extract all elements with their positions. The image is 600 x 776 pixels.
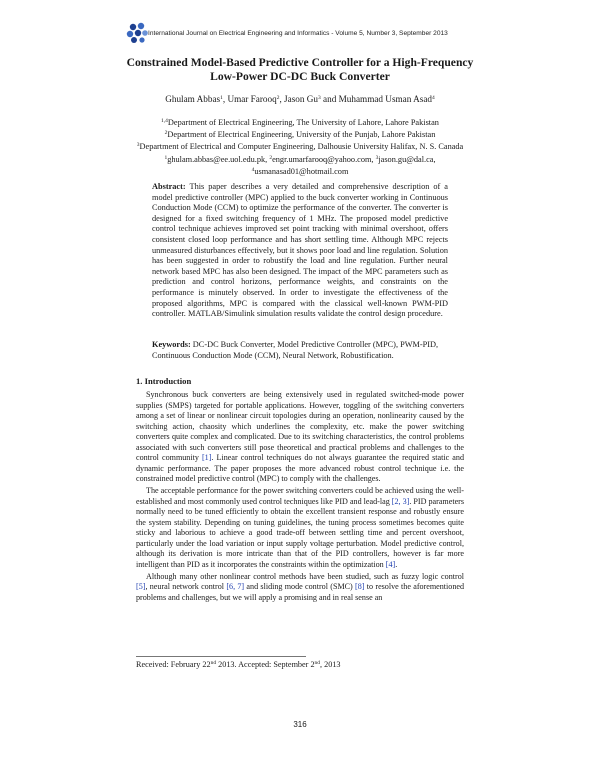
abstract-text: This paper describes a very detailed and comprehensive description of a model predictive controller (MPC) applied to the buck converter working in Continuous Conduction Mode (CCM) to optimize the performance of the converter. The converter is designed for a fixed switching frequency of 1 MHz. The proposed model predictive control technique achieves improved set point tracking with minimal overshoot, offers consistent closed loop performance and has short settling time. Although MPC rejects unmeasured disturbances effectively, but it shows poor load and line regulation. Solution has been suggested in order to robustify the load and line regulation. Further neural network based MPC has also been designed. The impact of the MPC parameters such as prediction and control horizons, performance weights, and constraints on the performance is minutely observed. In order to investigate the effectiveness of the proposed algorithms, MPC is compared with the classical well-known PWM-PID controller. MATLAB/Simulink simulation results validate the control design procedure. <box>152 182 448 319</box>
paragraph <box>136 390 464 485</box>
title-line-2: Low-Power DC-DC Buck Converter <box>210 70 390 83</box>
abstract-label: Abstract: <box>152 182 186 191</box>
affiliation-line <box>100 140 500 152</box>
paragraph-text: . Linear control techniques do not always guarantee the required static and dynamic performance. The paper proposes the more advanced robust control technique i.e. the constrained model predictive control (MPC) to comply with the challenges. <box>136 453 464 483</box>
section-body <box>136 390 464 605</box>
email-address[interactable]: usmanasad01@hotmail.com <box>254 166 349 176</box>
paragraph <box>136 486 464 570</box>
section-heading: 1. Introduction <box>136 376 192 386</box>
received-sup: nd <box>210 660 217 666</box>
affiliation-text: Department of Electrical Engineering, The University of Lahore, Lahore Pakistan <box>167 118 439 127</box>
email-address[interactable]: ghulam.abbas@ee.uol.edu.pk, <box>167 154 268 164</box>
email-line <box>100 153 500 165</box>
citation-link[interactable]: [2, 3] <box>391 496 410 506</box>
title-line-1: Constrained Model-Based Predictive Controller for a High-Frequency <box>126 56 474 69</box>
received-year: 2013. Accepted: September <box>216 660 309 669</box>
paragraph-text: , neural network control <box>145 582 225 591</box>
email-address[interactable]: engr.umarfarooq@yahoo.com, <box>272 154 374 164</box>
accepted-year: , 2013 <box>320 660 341 669</box>
journal-name: International Journal on Electrical Engineering and Informatics - Volume 5, Number 3, September 2013 <box>148 30 448 37</box>
affiliations <box>100 116 500 177</box>
email-sup: 2 <box>269 154 273 161</box>
keywords <box>152 340 448 361</box>
author-sup: 1 <box>220 95 223 101</box>
paragraph-text: and sliding mode control (SMC) <box>244 582 353 591</box>
affiliation-line <box>100 128 500 140</box>
keywords-label: Keywords: <box>152 340 191 349</box>
paragraph-text: Although many other nonlinear control methods have been studied, such as fuzzy logic control <box>146 571 464 581</box>
paragraph <box>136 572 464 604</box>
email-line <box>100 165 500 177</box>
citation-link[interactable]: [8] <box>355 582 365 591</box>
citation-link[interactable]: [6, 7] <box>226 582 245 591</box>
author-sup: 4 <box>432 95 435 101</box>
accepted-sup: nd <box>314 660 321 666</box>
email-address[interactable]: jason.gu@dal.ca, <box>378 154 436 164</box>
affiliation-text: Department of Electrical Engineering, University of the Punjab, Lahore Pakistan <box>167 130 436 140</box>
author-sup: 2 <box>276 95 280 101</box>
received-day: 22 <box>202 660 211 669</box>
citation-link[interactable]: [5] <box>136 582 146 591</box>
keywords-text: DC-DC Buck Converter, Model Predictive Controller (MPC), PWM-PID, Continuous Conduction Mode (CCM), Neural Network, Robustification. <box>152 340 439 360</box>
received-accepted-dates <box>136 660 341 669</box>
affiliation-sup: 1,4 <box>161 118 168 124</box>
affiliation-line <box>100 116 500 128</box>
paragraph-text: . PID parameters normally need to be tuned efficiently to obtain the excellent transient response and robustly ensure the system stability. Depending on tuning guidelines, the tuning process sometimes becomes quite sticky and laborious to achieve a good trade-off between settling time and percent overshoot, particularly under the load variation or input supply voltage perturbation. Model predictive control, although its derivation is more intricate than that of the PID controllers, however is far more intelligent than PID as it incorporates the constraints within the optimization <box>136 496 465 569</box>
author-name: Muhammad Usman Asad <box>338 94 433 104</box>
author-list: Ghulam Abbas$^1$, Umar Farooq$^2$, Jason Gu$^3$ and Muhammad Usman Asad$^4$ <box>165 94 435 104</box>
affiliation-sup: 3 <box>136 142 140 149</box>
paragraph-text: to resolve the aforementioned problems and challenges, but we will apply a promising and in real sense an <box>136 582 465 602</box>
paragraph-text: . <box>395 559 398 569</box>
paragraph-text: The acceptable performance for the power switching converters could be achieved using the well-established and most commonly used control techniques like PID and lead-lag <box>136 486 464 506</box>
accepted-day: 2 <box>310 660 315 669</box>
email-sup: 1 <box>164 154 168 161</box>
affiliation-sup: 2 <box>164 130 168 137</box>
author-sup: 3 <box>318 95 321 101</box>
email-sup: 3 <box>375 154 379 161</box>
affiliation-text: Department of Electrical and Computer Engineering, Dalhousie University Halifax, N. S. Canada <box>139 142 464 152</box>
author-name: Jason Gu <box>284 94 318 104</box>
page-number: 316 <box>293 720 307 729</box>
citation-link[interactable]: [1] <box>201 453 212 462</box>
author-name: Umar Farooq <box>227 94 277 104</box>
footnote-divider <box>136 656 306 657</box>
author-name: Ghulam Abbas <box>165 94 221 104</box>
journal-header <box>126 20 486 48</box>
email-sup: 4 <box>251 166 255 173</box>
journal-logo-icon <box>126 20 150 46</box>
citation-link[interactable]: [4] <box>385 559 396 569</box>
abstract <box>152 182 448 320</box>
paper-title <box>100 56 500 84</box>
paragraph-text: Synchronous buck converters are being extensively used in regulated switched-mode power supplies (SMPS) targeted for portable applications. However, toggling of the switching converters among a set of linear or nonlinear circuit topologies during an operation, nonlinearity caused by the switching action, chaosity which underlines the complexity, etc. make the power switching converters quite complex and complicated. Due to its switching characteristics, the control problems associated with such converters still pose theoretical and practical problems and challenges to the control community <box>136 390 464 462</box>
received-label: Received: February <box>136 660 201 669</box>
